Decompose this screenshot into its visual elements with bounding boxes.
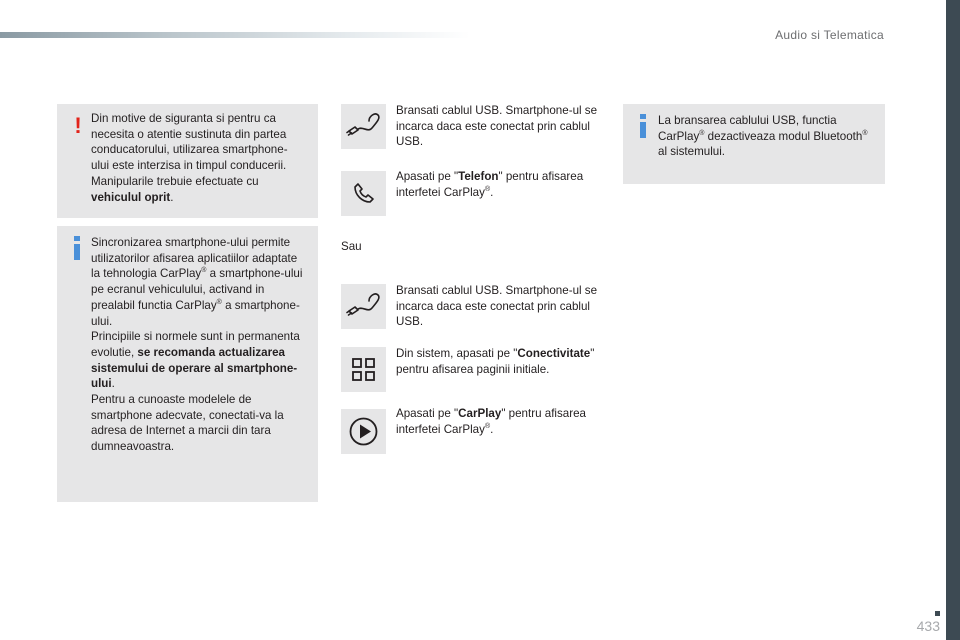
carplay-icon bbox=[341, 409, 386, 454]
usb-cable-icon bbox=[341, 284, 386, 329]
info-paragraph-3: Pentru a cunoaste modelele de smartphone adecvate, conectati-va la adresa de Internet a marcii din tara dumneavoastra. bbox=[91, 393, 284, 454]
step-conectivitate: Din sistem, apasati pe "Conectivitate" pentru afisarea paginii initiale. bbox=[396, 347, 595, 376]
step-carplay: Apasati pe "CarPlay" pentru afisarea interfetei CarPlay®. bbox=[396, 407, 586, 436]
warning-icon: ! bbox=[74, 113, 82, 138]
warning-text-end: . bbox=[170, 190, 174, 204]
info-icon bbox=[640, 114, 646, 138]
header-rule bbox=[0, 32, 470, 38]
section-title: Audio si Telematica bbox=[775, 28, 884, 42]
phone-icon bbox=[341, 171, 386, 216]
step-usb-connect-1: Bransati cablul USB. Smartphone-ul se incarca daca este conectat prin cablul USB. bbox=[396, 104, 598, 149]
warning-panel bbox=[57, 104, 318, 218]
step-usb-connect-2: Bransati cablul USB. Smartphone-ul se incarca daca este conectat prin cablul USB. bbox=[396, 284, 598, 329]
page-number: 433 bbox=[916, 618, 940, 634]
or-separator: Sau bbox=[341, 240, 362, 253]
usb-cable-icon bbox=[341, 104, 386, 149]
info-paragraph-2: Principiile si normele sunt in permanenta evolutie, se recomanda actualizarea sistemului de operare al smartphone-ului. bbox=[91, 330, 300, 391]
warning-text: Din motive de siguranta si pentru ca necesita o atentie sustinuta din partea conducatorului, utilizarea smartphone-ului este interzisa in timpul conducerii. Manipularile trebuie efectuate cu bbox=[91, 112, 288, 188]
page-marker bbox=[935, 611, 940, 616]
connectivity-grid-icon bbox=[341, 347, 386, 392]
page-edge-strip bbox=[946, 0, 960, 640]
info-icon bbox=[74, 236, 80, 260]
info-paragraph-1: Sincronizarea smartphone-ului permite utilizatorilor afisarea aplicatiilor adaptate la tehnologia CarPlay® a smartphone-ului pe ecranul vehiculului, activand in prealabil functia CarPlay® a smartphone-ului. bbox=[91, 236, 303, 328]
warning-bold-text: vehiculul oprit bbox=[91, 190, 171, 204]
step-telefon: Apasati pe "Telefon" pentru afisarea interfetei CarPlay®. bbox=[396, 170, 584, 199]
bluetooth-note-panel: La bransarea cablului USB, functia CarPlay® dezactiveaza modul Bluetooth® al sistemului. bbox=[623, 104, 885, 184]
info-panel bbox=[57, 226, 318, 502]
